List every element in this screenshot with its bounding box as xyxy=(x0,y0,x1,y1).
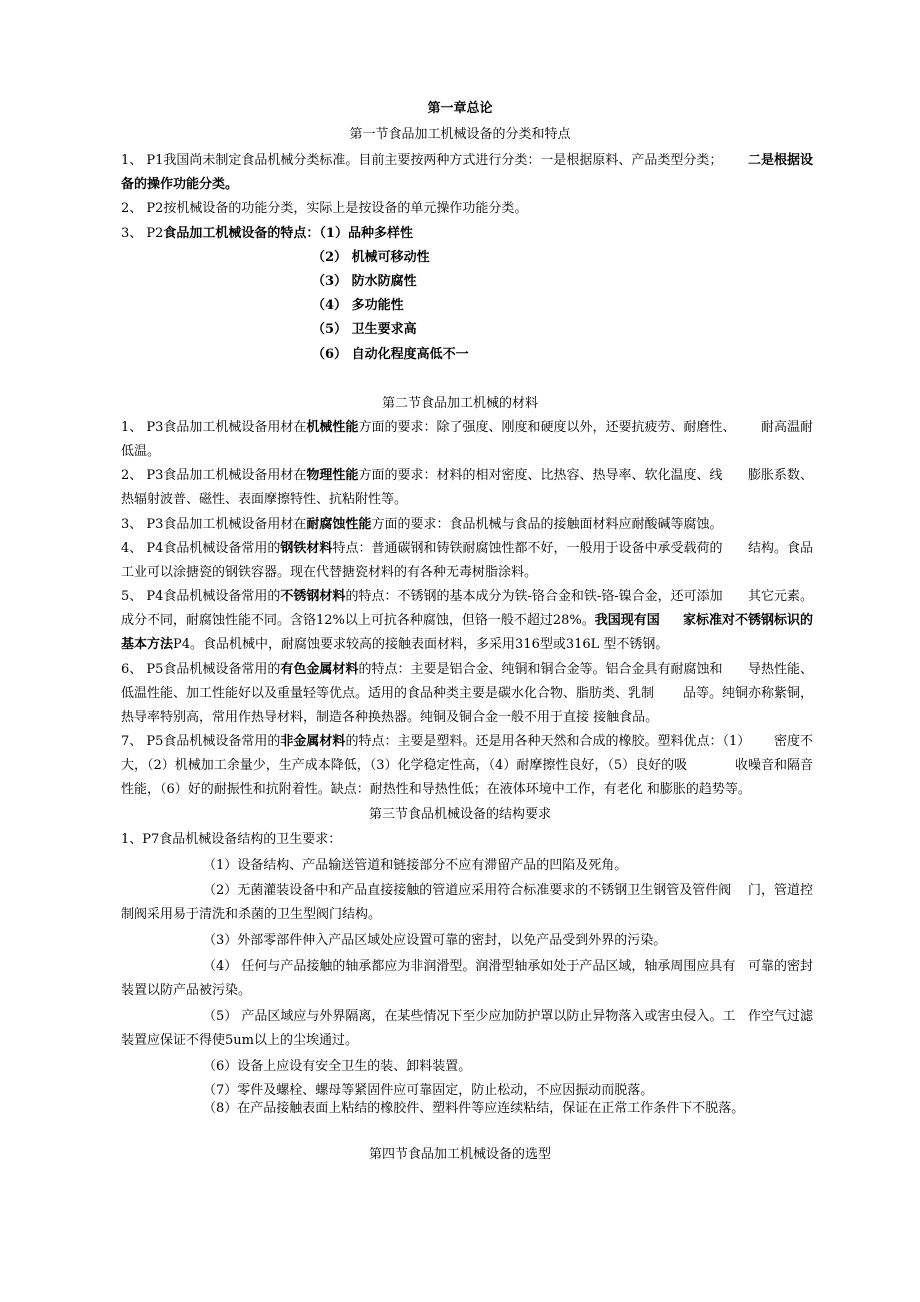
requirement-3: （3）外部零部件伸入产品区域处应设置可靠的密封，以免产品受到外界的污染。 xyxy=(203,933,667,948)
s2-para-6-line-3: 热导率特别高，常用作热导材料，制造各种换热器。纯铜及铜合金一般不用于直接 接触食品。 xyxy=(121,710,659,725)
requirement-2-line-2: 制阀采用易于清洗和杀菌的卫生型阀门结构。 xyxy=(121,907,382,922)
keyword-nonferrous: 有色金属材料 xyxy=(280,662,359,677)
requirement-4-line-2: 装置以防产品被污染。 xyxy=(121,983,252,998)
s2-para-3: 3、 P3食品加工机械设备用材在耐腐蚀性能方面的要求：食品机械与食品的接触面材料应耐酸碱等腐蚀。 xyxy=(121,517,723,532)
s2-para-7-line-1: 7、 P5食品机械设备常用的非金属材料的特点：主要是塑料。还是用各种天然和合成的橡胶。塑料优点：（1） 密度不 xyxy=(121,734,813,749)
requirement-4-line-1: （4） 任何与产品接触的轴承都应为非润滑型。润滑型轴承如处于产品区域，轴承周围应具有 可靠的密封 xyxy=(203,959,813,974)
keyword-corrosion: 耐腐蚀性能 xyxy=(306,517,372,532)
keyword-steel: 钢铁材料 xyxy=(280,541,333,556)
requirement-2-line-1: （2）无菌灌装设备中和产品直接接触的管道应采用符合标准要求的不锈钢卫生钢管及管件阀 门，管道控 xyxy=(203,883,813,898)
keyword-physical: 物理性能 xyxy=(306,468,359,483)
s3-para-1: 1、P7食品机械设备结构的卫生要求： xyxy=(121,832,342,847)
chapter-title: 第一章总论 xyxy=(427,101,493,116)
feature-item: （6） 自动化程度高低不一 xyxy=(312,347,469,362)
feature-item: （3） 防水防腐性 xyxy=(312,274,417,289)
feature-item: （5） 卫生要求高 xyxy=(312,322,417,337)
s2-para-4-line-1: 4、 P4食品机械设备常用的钢铁材料特点：普通碳钢和铸铁耐腐蚀性都不好，一般用于设备中承受载荷的 结构。食品 xyxy=(121,541,813,556)
s2-para-4-line-2: 工业可以涂搪瓷的钢铁容器。现在代替搪瓷材料的有各种无毒树脂涂料。 xyxy=(121,565,538,580)
s1-para-3-prefix: 3、 P2 xyxy=(121,226,164,241)
s1-para-2: 2、 P2按机械设备的功能分类，实际上是按设备的单元操作功能分类。 xyxy=(121,201,528,216)
s2-para-2-line-2: 热辐射波普、磁性、表面摩擦特性、抗粘附性等。 xyxy=(121,492,408,507)
s2-para-6-line-1: 6、 P5食品机械设备常用的有色金属材料的特点：主要是铝合金、纯铜和铜合金等。铝合金具有耐腐蚀和 导热性能、 xyxy=(121,662,813,677)
s2-para-5-line-1: 5、 P4食品机械设备常用的不锈钢材料的特点：不锈钢的基本成分为铁-铬合金和铁-铬-镍合金，还可添加 其它元素。 xyxy=(121,589,813,604)
keyword-mechanical: 机械性能 xyxy=(306,420,359,435)
s2-para-1-line-1: 1、 P3食品加工机械设备用材在机械性能方面的要求：除了强度、刚度和硬度以外，还要抗疲劳、耐磨性、 耐高温耐 xyxy=(121,420,813,435)
s2-para-7-line-3: 性能，（6）好的耐振性和抗附着性。缺点：耐热性和导热性低；在液体环境中工作，有老化 和膨胀的趋势等。 xyxy=(121,782,751,797)
requirement-7: （7）零件及螺栓、螺母等紧固件应可靠固定，防止松动，不应因振动而脱落。 xyxy=(203,1083,654,1098)
s2-para-6-line-2: 低温性能、加工性能好以及重量轻等优点。适用的食品种类主要是碳水化合物、脂肪类、乳制 品等。纯铜亦称紫铜， xyxy=(121,686,813,701)
requirement-8: （8）在产品接触表面上粘结的橡胶件、塑料件等应连续粘结，保证在正常工作条件下不脱落。 xyxy=(203,1101,745,1116)
requirement-5-line-2: 装置应保证不得使5um以上的尘埃通过。 xyxy=(121,1033,358,1048)
s2-para-5-line-2: 成分不同，耐腐蚀性能不同。含铬12%以上可抗各种腐蚀，但铬一般不超过28%。我国现有国 家标准对不锈钢标识的 xyxy=(121,613,813,628)
s2-para-7-line-2: 大，（2）机械加工余量少，生产成本降低，（3）化学稳定性高，（4）耐摩擦性良好，（5）良好的吸 收噪音和隔音 xyxy=(121,758,813,773)
section-1-title: 第一节食品加工机械设备的分类和特点 xyxy=(349,127,571,142)
s2-para-1-line-2: 低温。 xyxy=(121,444,161,459)
feature-item: （2） 机械可移动性 xyxy=(312,250,430,265)
section-3-title: 第三节食品机械设备的结构要求 xyxy=(368,807,551,822)
s1-para-1-line-1 xyxy=(121,152,813,169)
section-4-title: 第四节食品加工机械设备的选型 xyxy=(368,1147,551,1162)
section-2-title: 第二节食品加工机械的材料 xyxy=(381,396,538,411)
requirement-5-line-1: （5） 产品区域应与外界隔离，在某些情况下至少应加防护罩以防止异物落入或害虫侵入。工 作空气过滤 xyxy=(203,1009,813,1024)
keyword-nonmetal: 非金属材料 xyxy=(280,734,346,749)
s1-para-3-bold: 食品加工机械设备的特点：（1）品种多样性 xyxy=(163,226,413,241)
s1-para-1-bold: 二是根据设 xyxy=(747,153,813,168)
s2-para-5-line-3: 基本方法P4。食品机械中，耐腐蚀要求较高的接触表面材料，多采用316型或316L 型不锈钢。 xyxy=(121,637,669,652)
requirement-1: （1）设备结构、产品输送管道和链接部分不应有滞留产品的凹陷及死角。 xyxy=(203,858,628,873)
requirement-6: （6）设备上应设有安全卫生的装、卸料装置。 xyxy=(203,1059,472,1074)
s1-para-1-text: 1、 P1我国尚未制定食品机械分类标准。目前主要按两种方式进行分类：一是根据原料、产品类型分类； xyxy=(121,153,723,168)
keyword-stainless: 不锈钢材料 xyxy=(280,589,346,604)
s1-para-1-line-2: 备的操作功能分类。 xyxy=(121,177,239,192)
s2-para-2-line-1: 2、 P3食品加工机械设备用材在物理性能方面的要求：材料的相对密度、比热容、热导率、软化温度、线 膨胀系数、 xyxy=(121,468,813,483)
s1-para-3 xyxy=(121,225,413,242)
feature-item: （4） 多功能性 xyxy=(312,298,404,313)
